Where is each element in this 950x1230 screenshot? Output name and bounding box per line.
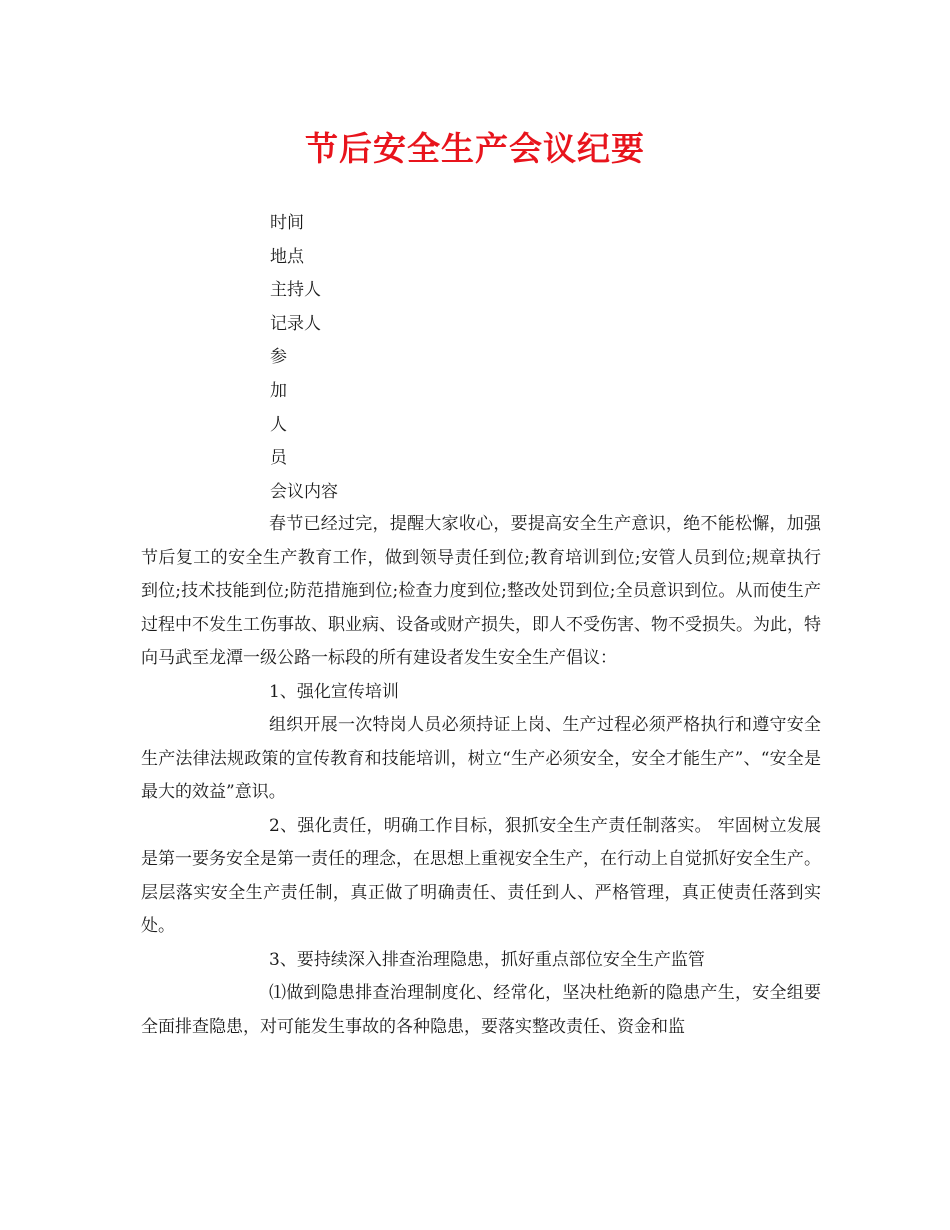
heading-3: 3、要持续深入排查治理隐患，抓好重点部位安全生产监管: [269, 949, 705, 970]
field-host-label: 主持人: [270, 280, 321, 301]
paragraph-2: 2、强化责任，明确工作目标，狠抓安全生产责任制落实。 牢固树立发展是第一要务安全是第一责任的理念，在思想上重视安全生产，在行动上自觉抓好安全生产。层层落实安全生产责任制，真正做了明确责任、责任到人、严格管理，真正使责任落到实处。: [141, 815, 821, 936]
field-attendees-label-4: 员: [270, 448, 287, 469]
document-title: 节后安全生产会议纪要: [305, 129, 645, 168]
paragraph-3-1: ⑴做到隐患排查治理制度化、经常化，坚决杜绝新的隐患产生，安全组要全面排查隐患，对可能发生事故的各种隐患，要落实整改责任、资金和监: [141, 983, 821, 1037]
field-attendees-label-1: 参: [270, 347, 287, 368]
field-content-label: 会议内容: [270, 481, 338, 502]
field-recorder-label: 记录人: [270, 313, 321, 334]
field-time-label: 时间: [270, 213, 304, 233]
document-body: [141, 508, 821, 1044]
paragraph-intro: 春节已经过完，提醒大家收心，要提高安全生产意识，绝不能松懈，加强节后复工的安全生产教育工作，做到领导责任到位;教育培训到位;安管人员到位;规章执行到位;技术技能到位;防范措施到位;检查力度到位;整改处罚到位;全员意识到位。从而使生产过程中不发生工伤事故、职业病、设备或财产损失，即人不受伤害、物不受损失。为此，特向马武至龙潭一级公路一标段的所有建设者发生安全生产倡议：: [141, 514, 821, 668]
heading-1: 1、强化宣传培训: [269, 681, 399, 702]
paragraph-1: 组织开展一次特岗人员必须持证上岗、生产过程必须严格执行和遵守安全生产法律法规政策的宣传教育和技能培训，树立“生产必须安全，安全才能生产”、“安全是最大的效益”意识。: [141, 715, 821, 802]
field-attendees-label-3: 人: [270, 414, 287, 435]
field-attendees-label-2: 加: [270, 380, 287, 401]
meeting-field-list: [270, 207, 338, 509]
field-location-label: 地点: [270, 246, 304, 267]
